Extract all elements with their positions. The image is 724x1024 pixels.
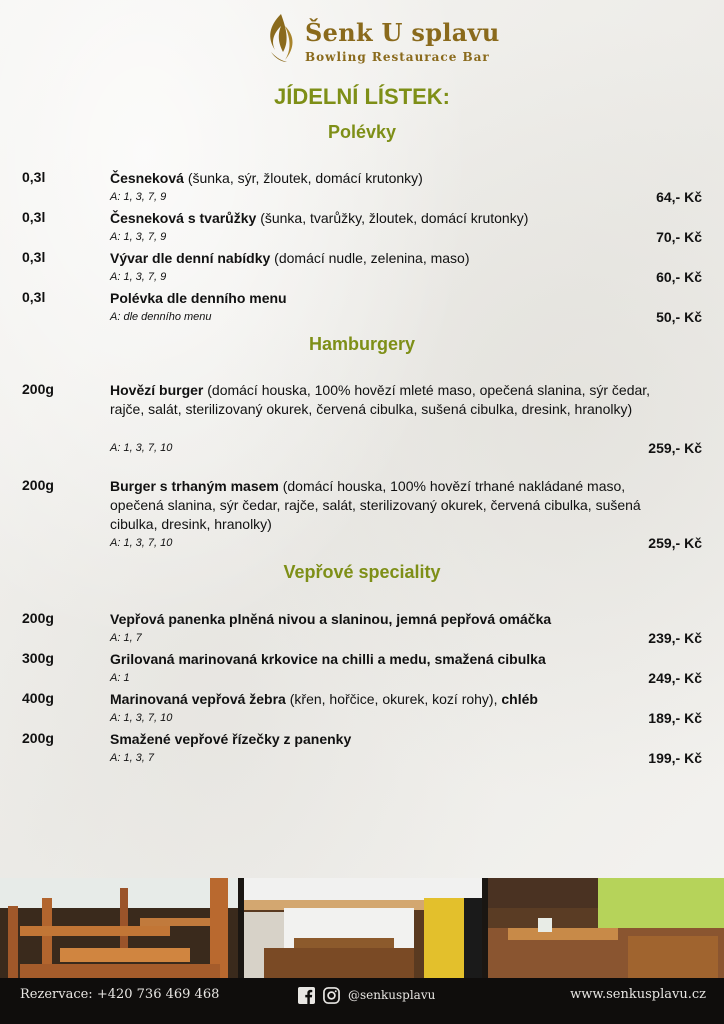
item-detail: (domácí nudle, zelenina, maso): [270, 250, 470, 266]
item-description: [110, 169, 680, 188]
section-title-pork: Vepřové speciality: [283, 562, 441, 582]
menu-item: [22, 209, 702, 249]
menu-item: [22, 477, 702, 557]
social-links: [298, 985, 435, 1005]
item-allergens: A: 1, 3, 7, 9: [110, 191, 167, 203]
item-description: [110, 730, 680, 749]
item-description: [110, 209, 680, 228]
item-detail: (křen, hořčice, okurek, kozí rohy),: [285, 691, 502, 707]
item-quantity: 0,3l: [22, 209, 46, 225]
section-title-soups: Polévky: [327, 122, 397, 142]
item-detail: (domácí houska, 100% hovězí mleté maso, opečená slanina, sýr čedar, rajče, salát, sterilizovaný okurek, červená cibulka, sušená cibulka, dresink, hranolky): [110, 382, 651, 417]
item-price: 189,- Kč: [648, 710, 702, 726]
menu-item: [22, 650, 702, 690]
item-price: 259,- Kč: [648, 535, 702, 551]
photo-terrace: [0, 878, 238, 980]
photo-strip: [0, 878, 724, 980]
item-allergens: A: dle denního menu: [110, 311, 212, 323]
item-description: [110, 289, 680, 308]
item-price: 64,- Kč: [656, 189, 702, 205]
item-name: Smažené vepřové řízečky z panenky: [110, 731, 352, 747]
item-description: [110, 381, 680, 419]
item-quantity: 200g: [22, 381, 54, 397]
item-quantity: 0,3l: [22, 289, 46, 305]
item-quantity: 200g: [22, 610, 54, 626]
item-extra: chléb: [501, 691, 538, 707]
item-price: 259,- Kč: [648, 440, 702, 456]
item-name: Česneková: [110, 170, 184, 186]
menu-item: [22, 169, 702, 209]
item-allergens: A: 1, 3, 7, 10: [110, 442, 173, 454]
item-name: Grilovaná marinovaná krkovice na chilli a medu, smažená cibulka: [110, 651, 546, 667]
item-quantity: 300g: [22, 650, 54, 666]
item-name: Hovězí burger: [110, 382, 204, 398]
menu-item: [22, 381, 702, 461]
item-detail: (šunka, tvarůžky, žloutek, domácí krutonky): [256, 210, 529, 226]
item-detail: (domácí houska, 100% hovězí trhané nakládané maso, opečená slanina, sýr čedar, rajče, salát, sterilizovaný okurek, červená cibulka, sušená cibulka, dresink, hranolky): [110, 478, 641, 532]
item-allergens: A: 1, 3, 7, 9: [110, 271, 167, 283]
item-price: 249,- Kč: [648, 670, 702, 686]
logo: [265, 12, 500, 64]
social-handle[interactable]: @senkusplavu: [348, 988, 436, 1002]
item-price: 60,- Kč: [656, 269, 702, 285]
item-price: 199,- Kč: [648, 750, 702, 766]
item-price: 70,- Kč: [656, 229, 702, 245]
item-allergens: A: 1, 3, 7, 10: [110, 537, 173, 549]
facebook-icon[interactable]: [298, 987, 315, 1004]
item-quantity: 200g: [22, 730, 54, 746]
menu-title: JÍDELNÍ LÍSTEK:: [273, 84, 450, 109]
item-description: [110, 610, 700, 629]
item-description: [110, 249, 680, 268]
item-price: 239,- Kč: [648, 630, 702, 646]
item-price: 50,- Kč: [656, 309, 702, 325]
item-allergens: A: 1, 7: [110, 632, 142, 644]
item-allergens: A: 1, 3, 7: [110, 752, 155, 764]
photo-interior: [244, 878, 482, 980]
photo-dining: [488, 878, 724, 980]
item-name: Polévka dle denního menu: [110, 290, 287, 306]
website-link[interactable]: www.senkusplavu.cz: [570, 987, 706, 1002]
item-allergens: A: 1, 3, 7, 10: [110, 712, 173, 724]
brand-name: Šenk U splavu: [305, 18, 500, 47]
item-description: [110, 650, 700, 669]
menu-item: [22, 289, 702, 329]
item-quantity: 200g: [22, 477, 54, 493]
item-description: [110, 690, 680, 709]
item-quantity: 400g: [22, 690, 54, 706]
item-allergens: A: 1: [110, 672, 130, 684]
footer: [0, 978, 724, 1024]
item-name: Vepřová panenka plněná nivou a slaninou, jemná pepřová omáčka: [110, 611, 552, 627]
item-allergens: A: 1, 3, 7, 9: [110, 231, 167, 243]
menu-item: [22, 610, 702, 650]
reservation-phone[interactable]: Rezervace: +420 736 469 468: [20, 987, 220, 1002]
item-name: Vývar dle denní nabídky: [110, 250, 271, 266]
section-title-burgers: Hamburgery: [308, 334, 416, 354]
item-quantity: 0,3l: [22, 169, 46, 185]
item-name: Marinovaná vepřová žebra: [110, 691, 286, 707]
menu-item: [22, 249, 702, 289]
item-description: [110, 477, 680, 534]
item-name: Burger s trhaným masem: [110, 478, 279, 494]
instagram-icon[interactable]: [323, 987, 340, 1004]
flame-logo-icon: [265, 12, 297, 64]
brand-subtitle: Bowling Restaurace Bar: [305, 50, 490, 64]
menu-item: [22, 690, 702, 730]
item-name: Česneková s tvarůžky: [110, 210, 257, 226]
item-detail: (šunka, sýr, žloutek, domácí krutonky): [183, 170, 423, 186]
item-quantity: 0,3l: [22, 249, 46, 265]
menu-item: [22, 730, 702, 770]
